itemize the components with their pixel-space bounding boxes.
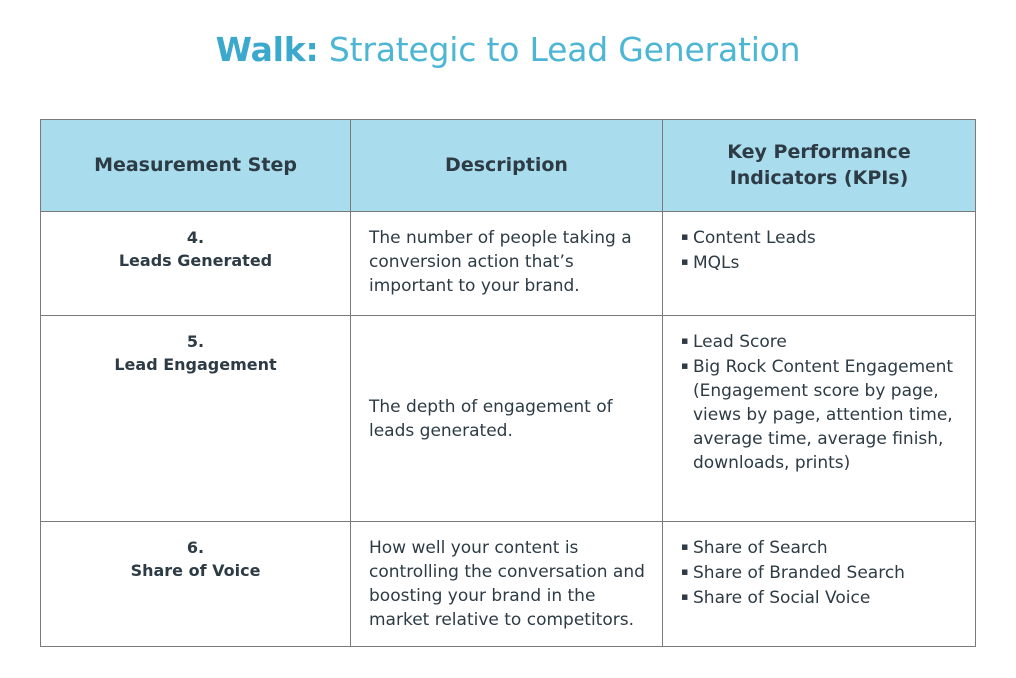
list-item: ▪ Content Leads xyxy=(681,226,965,250)
table-row xyxy=(41,316,976,522)
header-row xyxy=(41,120,976,212)
step-name: Leads Generated xyxy=(118,251,273,270)
column-header-measurement-step: Measurement Step xyxy=(41,120,351,212)
cell-kpis xyxy=(663,522,976,647)
step-name: Lead Engagement xyxy=(114,355,277,374)
cell-measurement-step xyxy=(41,522,351,647)
list-item: ▪ Share of Search xyxy=(681,536,965,560)
table-row xyxy=(41,522,976,647)
column-header-kpis xyxy=(663,120,976,212)
kpi-list xyxy=(681,536,965,610)
step-number: 4. xyxy=(186,228,205,247)
column-header-kpis-line1: Key Performance xyxy=(727,141,911,163)
column-header-kpis-line2: Indicators (KPIs) xyxy=(729,167,909,189)
column-header-description: Description xyxy=(351,120,663,212)
kpi-list xyxy=(681,226,965,275)
table-row xyxy=(41,212,976,316)
list-item: ▪ Big Rock Content Engagement (Engagement score by page, views by page, attention time, average time, average finish, downloads, prints) xyxy=(681,355,965,475)
cell-kpis xyxy=(663,316,976,522)
cell-description: How well your content is controlling the conversation and boosting your brand in the market relative to competitors. xyxy=(351,522,663,647)
kpi-list xyxy=(681,330,965,475)
step-name: Share of Voice xyxy=(130,561,261,580)
kpi-table xyxy=(40,119,976,647)
step-number: 5. xyxy=(186,332,205,351)
page-title-strong: Walk: xyxy=(215,30,319,69)
cell-description: The number of people taking a conversion action that’s important to your brand. xyxy=(351,212,663,316)
list-item: ▪ MQLs xyxy=(681,251,965,275)
cell-measurement-step xyxy=(41,316,351,522)
list-item: ▪ Lead Score xyxy=(681,330,965,354)
step-number: 6. xyxy=(186,538,205,557)
cell-description: The depth of engagement of leads generated. xyxy=(351,316,663,522)
page-title xyxy=(0,0,1016,72)
table-body xyxy=(41,212,976,647)
cell-measurement-step xyxy=(41,212,351,316)
table-header xyxy=(41,120,976,212)
kpi-table-container xyxy=(40,119,975,647)
page-title-rest: Strategic to Lead Generation xyxy=(318,30,801,69)
cell-kpis xyxy=(663,212,976,316)
list-item: ▪ Share of Branded Search xyxy=(681,561,965,585)
list-item: ▪ Share of Social Voice xyxy=(681,586,965,610)
